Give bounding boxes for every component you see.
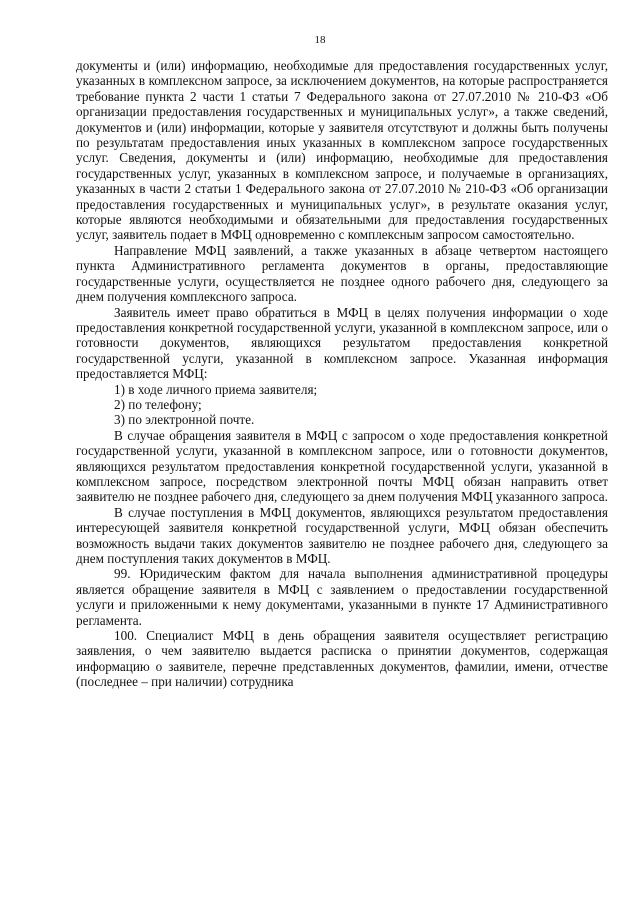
paragraph-1: документы и (или) информацию, необходимые для предоставления государственных услуг, указанных в комплексном запросе, за исключением документов, на которые распространяется требование пункта 2 части 1 статьи 7 Федерального закона от 27.07.2010 № 210-ФЗ «Об организации предоставления государственных и муниципальных услуг», а также сведений, документов и (или) информации, которые у заявителя отсутствуют и должны быть получены по результатам предоставления иных указанных в комплексном запросе государственных услуг. Сведения, документы и (или) информацию, необходимые для предоставления государственных услуг, указанных в комплексном запросе, и получаемые в организациях, указанных в части 2 статьи 1 Федерального закона от 27.07.2010 № 210-ФЗ «Об организации предоставления государственных и муниципальных услуг», в результате оказания услуг, которые являются необходимыми и обязательными для предоставления государственных услуг, заявитель подает в МФЦ одновременно с комплексным запросом самостоятельно. bbox=[76, 58, 608, 243]
paragraph-5: В случае поступления в МФЦ документов, являющихся результатом предоставления интересующей заявителя конкретной государственной услуги, МФЦ обязан обеспечить возможность выдачи таких документов заявителю не позднее рабочего дня, следующего за днем поступления таких документов в МФЦ. bbox=[76, 504, 608, 566]
list-item-3: 3) по электронной почте. bbox=[114, 412, 255, 428]
paragraph-4: В случае обращения заявителя в МФЦ с запросом о ходе предоставления конкретной государственной услуги, указанной в комплексном запросе, или о готовности документов, являющихся результатом предоставления конкретной государственной услуги, указанной в комплексном запросе, посредством электронной почты МФЦ обязан направить ответ заявителю не позднее рабочего дня, следующего за днем получения МФЦ указанного запроса. bbox=[76, 427, 608, 505]
page-number: 18 bbox=[314, 34, 326, 46]
document-body bbox=[76, 58, 608, 690]
paragraph-99: 99. Юридическим фактом для начала выполнения административной процедуры является обращение заявителя в МФЦ с заявлением о предоставлении государственной услуги и приложенными к нему документами, указанными в пункте 17 Административного регламента. bbox=[76, 566, 608, 628]
paragraph-3: Заявитель имеет право обратиться в МФЦ в целях получения информации о ходе предоставления конкретной государственной услуги, указанной в комплексном запросе, или о готовности документов, являющихся результатом предоставления конкретной государственной услуги, указанной в комплексном запросе. Указанная информация предоставляется МФЦ: bbox=[76, 304, 608, 382]
list-item-2: 2) по телефону; bbox=[114, 396, 202, 412]
list-item-1: 1) в ходе личного приема заявителя; bbox=[114, 381, 318, 397]
paragraph-100: 100. Специалист МФЦ в день обращения заявителя осуществляет регистрацию заявления, о чем заявителю выдается расписка о принятии документов, содержащая информацию о заявителе, перечне представленных документов, фамилии, имени, отчестве (последнее – при наличии) сотрудника bbox=[76, 628, 608, 690]
paragraph-2: Направление МФЦ заявлений, а также указанных в абзаце четвертом настоящего пункта Административного регламента документов в органы, предоставляющие государственные услуги, осуществляется не позднее одного рабочего дня, следующего за днем получения комплексного запроса. bbox=[76, 242, 608, 305]
